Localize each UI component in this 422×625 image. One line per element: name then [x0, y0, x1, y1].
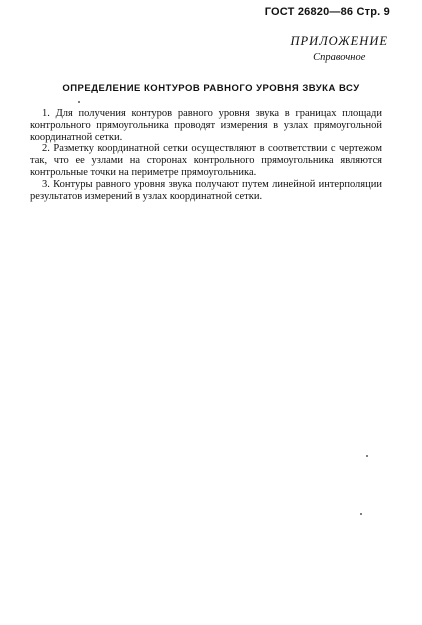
- appendix-label: ПРИЛОЖЕНИЕ: [290, 34, 388, 48]
- paragraph-2: 2. Разметку координатной сетки осуществляют в соответствии с чертежом так, что ее узлами на сторонах контрольного прямоугольника являются контрольные точки на периметре прямоугольника.: [30, 143, 382, 178]
- section-title: ОПРЕДЕЛЕНИЕ КОНТУРОВ РАВНОГО УРОВНЯ ЗВУКА ВСУ: [62, 83, 360, 94]
- scan-speck: [360, 513, 362, 515]
- paragraph-3: 3. Контуры равного уровня звука получают путем линейной интерполяции результатов измерений в узлах координатной сетки.: [30, 178, 382, 202]
- paragraph-1: 1. Для получения контуров равного уровня звука в границах площади контрольного прямоугольника проводят измерения в узлах прямоугольной координатной сетки.: [30, 108, 382, 143]
- page-header: ГОСТ 26820—86 Стр. 9: [264, 6, 390, 18]
- appendix-block: [291, 34, 388, 64]
- scan-speck: [366, 455, 368, 457]
- body-text: [30, 108, 382, 202]
- scan-speck: [78, 101, 80, 103]
- appendix-reference: Справочное: [313, 51, 366, 63]
